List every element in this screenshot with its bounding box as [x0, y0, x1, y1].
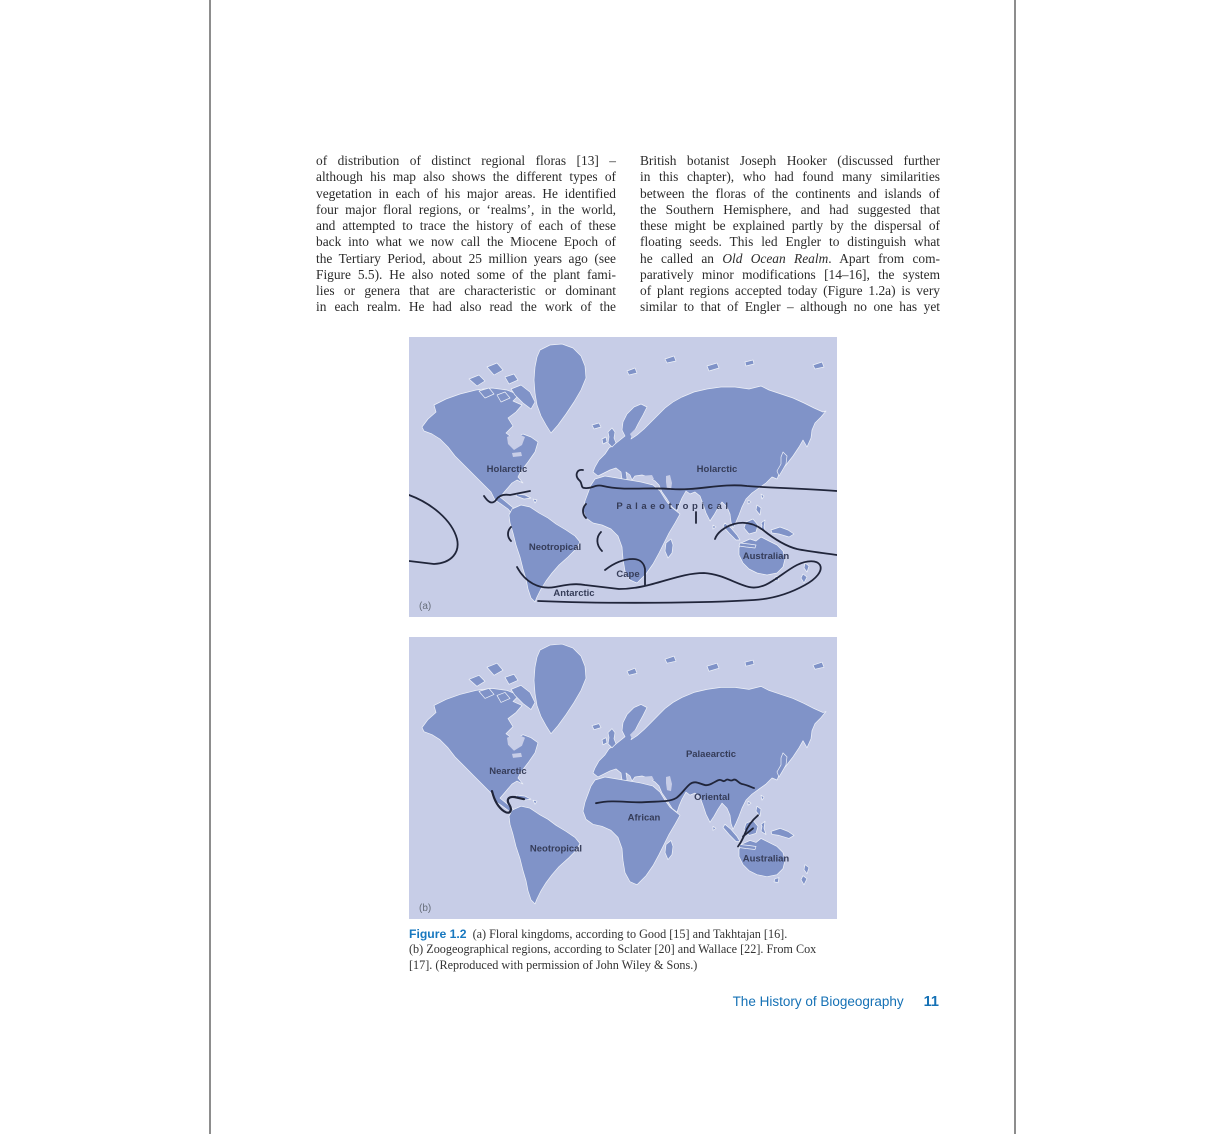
body-text-line: lies or genera that are characteristic or dominant — [316, 283, 616, 298]
body-text-line: back into what we now call the Miocene Epoch of — [316, 234, 616, 250]
figure-caption — [409, 927, 854, 973]
body-text-line: he called an Old Ocean Realm. Apart from com- — [640, 250, 940, 266]
region-label: African — [627, 812, 661, 824]
region-label: Australian — [742, 551, 790, 562]
body-text-line: in each realm. He had also read the work of the — [316, 299, 616, 315]
body-text-line: vegetation in each of his major areas. He identified — [316, 185, 616, 201]
region-label: Palaeotropical — [616, 501, 732, 512]
body-text-line: paratively minor modifications [14–16], the system — [640, 266, 940, 282]
region-label: Oriental — [694, 792, 730, 804]
body-text-line: of distribution of distinct regional floras [13] – — [316, 153, 616, 168]
body-text-line: although his map also shows the different types of — [316, 169, 616, 185]
running-title: The History of Biogeography — [732, 994, 904, 1009]
caption-line: (b) Zoogeographical regions, according to Sclater [20] and Wallace [22]. From Cox — [409, 942, 817, 957]
body-text-line: the Southern Hemisphere, and had suggested that — [640, 201, 940, 217]
body-text-line: and attempted to trace the history of each of these — [316, 218, 616, 233]
world-map-a — [409, 337, 837, 617]
body-text-line: four major floral regions, or ‘realms’, in the world, — [316, 201, 616, 217]
figure-map-b — [409, 637, 837, 919]
page-footer — [409, 994, 939, 1010]
page-edge-left — [209, 0, 211, 1134]
body-text-line: between the floras of the continents and islands of — [640, 185, 940, 201]
caption-text: (a) Floral kingdoms, according to Good [15] and Takhtajan [16]. — [472, 927, 788, 941]
body-text-line: the Tertiary Period, about 25 million years ago (see — [316, 250, 616, 266]
region-label: Cape — [616, 569, 640, 580]
region-label: Holarctic — [696, 464, 738, 475]
region-label: Australian — [742, 853, 790, 865]
column-right — [640, 153, 940, 316]
caption-line: [17]. (Reproduced with permission of John Wiley & Sons.) — [409, 957, 698, 972]
body-text-line: floating seeds. This led Engler to distinguish what — [640, 234, 940, 250]
page-number: 11 — [923, 994, 939, 1010]
region-label: Palaearctic — [685, 748, 737, 760]
figure-number: Figure 1.2 — [409, 927, 467, 941]
page-edge-right — [1014, 0, 1016, 1134]
subfigure-letter-a: (a) — [419, 601, 432, 612]
figure-map-a — [409, 337, 837, 617]
column-left — [316, 153, 616, 316]
world-map-b — [409, 637, 837, 919]
body-text-line: of plant regions accepted today (Figure 1.2a) is very — [640, 283, 940, 298]
body-text-line: British botanist Joseph Hooker (discussed further — [640, 153, 940, 168]
caption-line — [409, 927, 854, 942]
body-text-line: similar to that of Engler – although no one has yet — [640, 299, 940, 315]
subfigure-letter-b: (b) — [419, 902, 432, 914]
body-text-line: these might be explained partly by the dispersal of — [640, 218, 940, 233]
region-label: Nearctic — [489, 765, 527, 777]
region-label: Neotropical — [529, 843, 583, 855]
body-text-line: in this chapter), who had found many similarities — [640, 169, 940, 185]
region-label: Neotropical — [528, 542, 582, 553]
body-text-line: Figure 5.5). He also noted some of the plant fami- — [316, 266, 616, 282]
region-label: Holarctic — [486, 464, 528, 475]
region-label: Antarctic — [553, 588, 595, 599]
